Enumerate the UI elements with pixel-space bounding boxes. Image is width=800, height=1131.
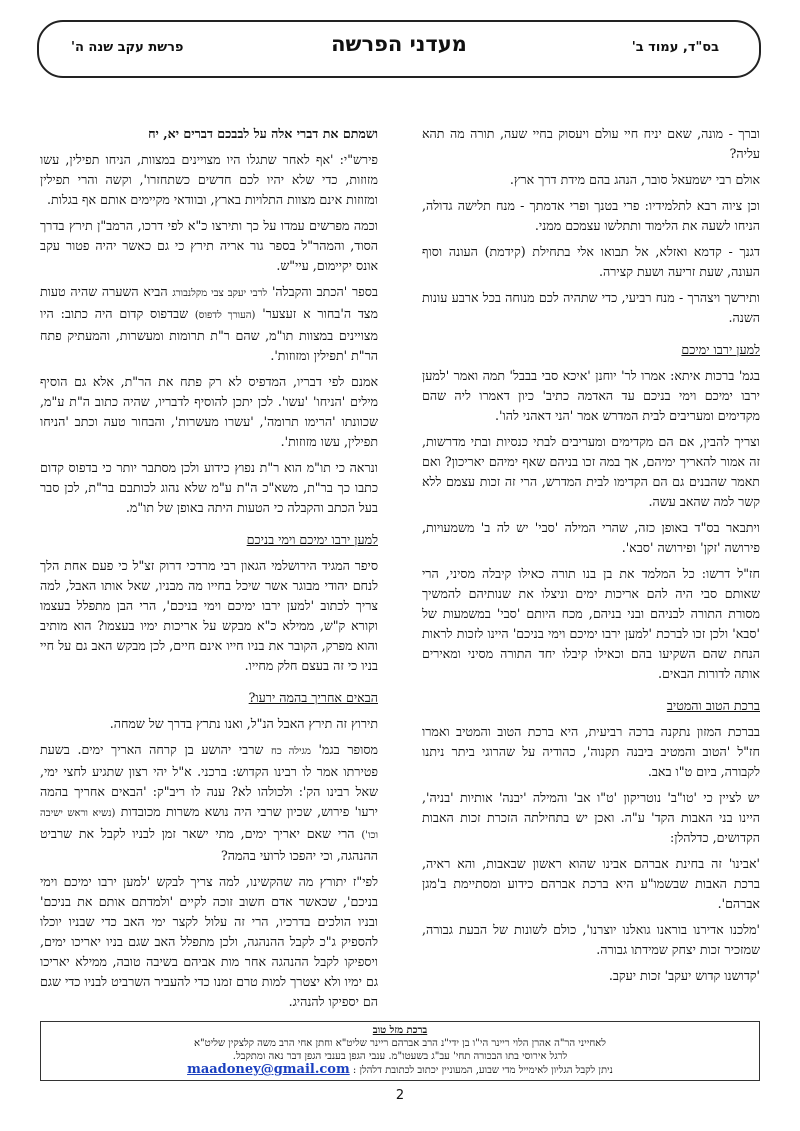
left-column [40,124,378,1018]
paragraph: אמנם לפי דבריו, המדפיס לא רק פתח את הר"ת, אלא גם הוסיף מילים 'הניחו' 'עשו'. לכן יתכן להוסיף לדבריו, שהיה כתוב ה"ת ע"מ, שכוונתו 'הרימו תרומה', 'עשרו מעשרות', והבחור טעה וכתב 'הניחו תפילין, עשו מזוזות'. [40,374,378,449]
section-heading: הבאים אחריך בהמה ירעו? [248,690,378,705]
footer-line: לאחייני הר"ה אהרן הלוי ריינר הי"ו בן ידי"נ הרב אברהם ריינר שליט"א וחתן אחי הרב משה קלצקין שליט"א [194,1038,606,1049]
paragraph: וברך - מונה, שאם יניח חיי עולם ויעסוק בחיי שעה, תורה מה תהא עליה? [422,126,760,161]
header-parsha-label: פרשת עקב שנה ה' [71,40,184,55]
small-note: מגילה כח [270,746,311,757]
paragraph [40,282,378,366]
paragraph [40,740,378,866]
text-span: הביא השערה שהיה טעות מצד ה'בחור א זעצער' [40,284,378,321]
section-heading: למען ירבו ימיכם [681,342,760,357]
paragraph: וכמה מפרשים עמדו על כך ותירצו כ"א לפי דרכו, הרמב"ן תירץ בדרך הסוד, והמהר"ל בספר גור אריה תירץ כי גם כאשר יהיה פטור עקב אונס יקיימום, עיי"ש. [40,218,378,273]
page-title: מעדני הפרשה [331,32,467,56]
paragraph: תירוץ זה תירץ האבל הנ"ל, ואנו נתרץ בדרך של שמחה. [109,716,378,731]
page-header [37,20,761,78]
paragraph: חז"ל דרשו: כל המלמד את בן בנו תורה כאילו קיבלה מסיני, הרי שאותם סבי היה להם אריכות ימים וניצלו את שנותיהם להמשיך מסורת התורה לבניהם ובני בניהם, מכח היותם 'סבי' במשמעות של 'סבא' ולכן זכו לברכת 'למען ירבו ימיכם וימי בניכם' היינו לזכות לראות הנחת שהם השקיעו בהם וכאילו קיבלו יחד התורה מסיני ומאירים אותה לדורות הבאים. [422,566,760,681]
subscribe-text: ניתן לקבל הגליון לאימייל מדי שבוע, המעוניין יכתוב לכתובת דלהלן : [352,1065,613,1076]
verse-citation: ושמתם את דברי אלה על לבבכם דברים יא, יח [148,126,378,141]
paragraph: 'אבינו' זה בחינת אברהם אבינו שהוא ראשון שבאבות, והא ראיה, ברכת האבות שבשמו"ע היא ברכת אברהם כידוע ומסתיימת ב'מגן אברהם'. [422,856,760,911]
paragraph: דגנך - קדמא ואזלא, אל תבואו אלי בתחילת (קידמת) העונה וסוף העונה, שעת זריעה ושעת קצירה. [422,244,760,279]
paragraph: 'מלכנו אדירנו בוראנו גואלנו יוצרנו', כולם לשונות של הבעת גבורה, שמזכיר זכות יצחק שמידתו גבורה. [422,922,760,957]
footer-line: לרגל אירוסי בתו הבכורה תחי' עב"ג בשעטו"מ. ענבי הגפן בענבי הגפן דבר נאה ומתקבל. [232,1051,568,1062]
text-span: שרבי יהושע בן קרחה האריך ימים. בשעת פטירתו אמר לו רבינו הקדוש: ברכני. א"ל יהי רצון שתגיע לחצי ימי, שאל רבינו הק': ולכולהו לא? ענה לו ריב"ק: 'הבאים אחריך בהמה ירעו' פירוש, שכיון שרבי היה נושא משרות מכובדות [40,742,378,819]
paragraph: לפי"ז יתורץ מה שהקשינו, למה צריך לבקש 'למען ירבו ימיכם וימי בניכם', שכאשר אדם חשוב זוכה לקיים 'ולמדתם אותם את בניכם' ובניו הולכים בדרכיו, הרי זה עלול לקצר ימי האב כדי שבניו יוכלו להספיק ג"כ לקבל ההנהגה, ולכן מתפלל האב שגם בניו יאריכו ימים, ויספיקו לקבל ההנהגה אחר מות אביהם בשיבה טובה, ממילא יאריכו גם ימיו ולא יצטרך למות טרם זמנו כדי להעביר השרביט לבניו כדי שגם הם יספיקו להנהיג. [40,874,378,1009]
footer-box [40,1021,760,1081]
paragraph: יש לציין כי 'טו"ב' נוטריקון 'ט"ו אב' והמילה 'יבנה' אותיות 'בניה', היינו בני האבות הקד' ע"ה. ואכן יש בתחילתה הזכרת זכות האבות הקדושים, כדלהלן: [422,790,760,845]
text-span: בספר 'הכתב והקבלה' [267,284,379,299]
text-span: מסופר בגמ' [310,742,379,757]
text-span: שבדפוס קדום היה כתוב: היו מצויינים במצוות תו"מ, שהם ר"ת תרומות ומעשרות, והמעתיק פתח הר"ת 'תפילין ומזוזות'. [40,306,378,363]
paragraph: פירש"י: 'אף לאחר שתגלו היו מצויינים במצוות, הניחו תפילין, עשו מזוזות, כדי שלא יהיו לכם חדשים כשתחזרו', וקשה והרי תפילין ומזוזות אינם מצוות התלויות בארץ, ובוודאי מקיימים אותם אף בגלות. [40,152,378,207]
text-span: הרי שאם יאריך ימים, מתי ישאר זמן לבניו לקבל את שרביט ההנהגה, וכי יהפכו לרועי בהמה? [40,826,378,863]
paragraph: אולם רבי ישמעאל סובר, הנהג בהם מידת דרך ארץ. [509,172,760,187]
page-number: 2 [395,1088,405,1103]
section-heading: למען ירבו ימיכם וימי בניכם [246,532,378,547]
paragraph: בגמ' ברכות איתא: אמרו לר' יוחנן 'איכא סבי בבבל' תמה ואמר 'למען ירבו ימיכם וימי בניכם עד האדמה כתיב' כיון דאמרו ליה שהם מקדימים ומעריבים לבית המדרש אמר 'הני דאהני להו'. [422,368,760,423]
email-link[interactable]: maadoney@gmail.com [187,1062,350,1077]
footer-subscribe-line [41,1063,759,1077]
right-column [422,124,760,992]
section-heading: ברכת הטוב והמטיב [666,698,760,713]
header-page-label: בס"ד, עמוד ב' [631,40,719,55]
paragraph: 'קדושנו קדוש יעקב' זכות יעקב. [608,968,760,983]
paragraph: וצריך להבין, אם הם מקדימים ומעריבים לבתי כנסיות ובתי מדרשות, זה אמור להאריך ימיהם, אך במה זכו בניהם שאף ימיהם יאריכון? ואם תאמר שהבנים גם הם הקדימו לבית המדרש, הרי זה זכות עצמם ללא קשר למה שהאב עשה. [422,434,760,509]
paragraph: וכן ציוה רבא לתלמידיו: פרי בטנך ופרי אדמתך - מנח תלישה גדולה, הניחו לשעה את הלימוד ותתלשו עצמכם ממני. [422,198,760,233]
paragraph: ונראה כי תו"מ הוא ר"ת נפוץ כידוע ולכן מסתבר יותר כי בדפוס קדום כתבו כך בר"ת, משא"כ ה"ת ע"מ שלא נהוג לכותבם בר"ת, לכן סבר בעל הכתב והקבלה כי הטעות היתה באופן של תו"מ. [40,460,378,515]
small-note: (העורך לדפוס) [194,310,256,321]
footer-title: ברכת מזל טוב [372,1025,428,1036]
paragraph: ויתבאר בס"ד באופן כזה, שהרי המילה 'סבי' יש לה ב' משמעויות, פירושה 'זקן' ופירושה 'סבא'. [422,520,760,555]
small-note: לרבי יעקב צבי מקלנבורג [172,288,268,299]
small-note: (נשיא וראש ישיבה וכו') [40,808,378,841]
paragraph: סיפר המגיד הירושלמי הגאון רבי מרדכי דרוק זצ"ל כי פעם אחת הלך לנחם יהודי מבוגר אשר שיכל בחייו מה מבניו, שאל אותו האבל, למה צריך לכתוב 'למען ירבו ימיכם וימי בניכם', הרי הבן מתפלל בעצמו וקורא ק"ש, ממילא כ"א מבקש על אריכות ימיו בעצמו? הוא מותיב והוא מפרק, הקובר את בניו חייו אינם חיים, לכן מבקש האב גם על חיי בניו כי זה בעצם חלק מחייו. [40,558,378,673]
paragraph: בברכת המזון נתקנה ברכה רביעית, היא ברכת הטוב והמטיב ואמרו חז"ל 'הטוב והמטיב ביבנה תקנוה', כהודיה על שהרוגי ביתר ניתנו לקבורה, ביום ט"ו באב. [422,724,760,779]
paragraph: ותירשך ויצהרך - מנח רביעי, כדי שתהיה לכם מנוחה בכל ארבע עונות השנה. [422,290,760,325]
